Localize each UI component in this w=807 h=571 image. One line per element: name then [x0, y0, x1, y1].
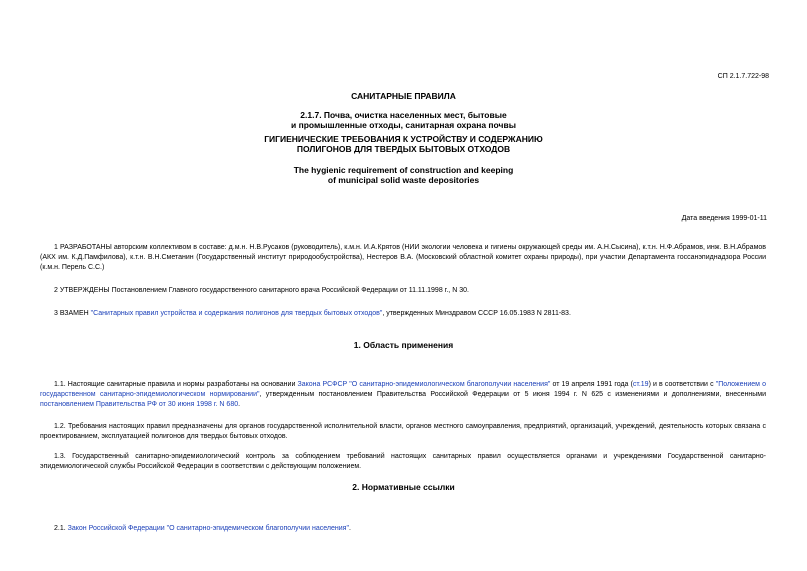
developed-text: авторским коллективом в составе: д.м.н. Н.В.Русаков (руководитель), к.м.н. И.А.Крятов (НИИ экологии человека и гигиены окружающей среды им. А.Н.Сысина), к.т.н. Н.Ф.Абрамов, инж. В.Н.Абрамов (АКХ им. К.Д.Памфилова), к.т.н. В.Н.Сметанин (Государственный институт природообустройства), Нестеров В.А. (Московский областной комитет охраны природы), при участии Департамента госсанэпиднадзора России (к.м.н. Перель С.С.): [40, 244, 766, 271]
paragraph-approved: [40, 286, 766, 296]
regulation-link[interactable]: "Положением о государственном санитарно-эпидемиологическом нормировании": [40, 381, 766, 398]
en-title-line2: of municipal solid waste depositories: [327, 175, 480, 185]
developed-lead: 1 РАЗРАБОТАНЫ: [54, 244, 112, 251]
rf-law-link[interactable]: Закон Российской Федерации "О санитарно-эпидемическом благополучии населения": [67, 525, 349, 532]
p11-text-a: 1.1. Настоящие санитарные правила и нормы разработаны на основании: [54, 381, 298, 388]
p11-text-c: ) и в соответствии с: [648, 381, 716, 388]
introduction-date: Дата введения 1999-01-11: [681, 215, 767, 222]
p21-end: .: [348, 525, 351, 532]
paragraph-replaces: [40, 309, 766, 319]
ru-title-line2: ПОЛИГОНОВ ДЛЯ ТВЕРДЫХ БЫТОВЫХ ОТХОДОВ: [296, 144, 511, 154]
p11-text-d: , утвержденным постановлением Правительства Российской Федерации от 5 июня 1994 г. N 625 с изменениями и дополнениями, внесенными: [259, 391, 766, 398]
document-code: СП 2.1.7.722-98: [717, 73, 769, 80]
paragraph-1-1: [40, 380, 766, 410]
paragraph-1-3: [40, 452, 766, 472]
paragraph-developed: [40, 243, 766, 273]
section-heading-line2: и промышленные отходы, санитарная охрана почвы: [291, 120, 516, 130]
replaces-text: , утвержденных Минздравом СССР 16.05.1983 N 2811-83.: [382, 310, 571, 317]
p13-text: 1.3. Государственный санитарно-эпидемиологический контроль за соблюдением требований настоящих санитарных правил осуществляется органами и учреждениями Государственной санитарно-эпидемиологической службы Российской Федерации в соответствии с действующим положением.: [40, 453, 766, 470]
paragraph-2-1: [40, 524, 766, 534]
approved-lead: 2 УТВЕРЖДЕНЫ: [54, 287, 110, 294]
article-19-link[interactable]: ст.19: [632, 381, 649, 388]
replaced-rules-link[interactable]: "Санитарных правил устройства и содержания полигонов для твердых бытовых отходов": [90, 310, 383, 317]
approved-text: Постановлением Главного государственного санитарного врача Российской Федерации от 11.11.1998 г., N 30.: [109, 287, 469, 294]
government-decree-link[interactable]: постановлением Правительства РФ от 30 июня 1998 г. N 680: [40, 401, 239, 408]
p12-text: 1.2. Требования настоящих правил предназначены для органов государственной исполнительной власти, органов местного самоуправления, предприятий, организаций, учреждений, деятельность которых связана с проектированием, эксплуатацией полигонов для твердых бытовых отходов.: [40, 423, 766, 440]
law-rsfsr-link[interactable]: Закона РСФСР "О санитарно-эпидемиологическом благополучии населения": [297, 381, 551, 388]
paragraph-1-2: [40, 422, 766, 442]
section-1-heading: 1. Область применения: [353, 340, 454, 350]
doc-type-title: САНИТАРНЫЕ ПРАВИЛА: [351, 91, 456, 101]
p21-lead: 2.1.: [54, 525, 68, 532]
replaces-lead: 3 ВЗАМЕН: [54, 310, 91, 317]
p11-text-e: .: [238, 401, 241, 408]
ru-title-line1: ГИГИЕНИЧЕСКИЕ ТРЕБОВАНИЯ К УСТРОЙСТВУ И СОДЕРЖАНИЮ: [264, 134, 543, 144]
section-2-heading: 2. Нормативные ссылки: [352, 482, 455, 492]
p11-text-b: от 19 апреля 1991 года (: [550, 381, 633, 388]
en-title-line1: The hygienic requirement of construction and keeping: [293, 165, 514, 175]
section-heading-line1: 2.1.7. Почва, очистка населенных мест, бытовые: [300, 110, 507, 120]
